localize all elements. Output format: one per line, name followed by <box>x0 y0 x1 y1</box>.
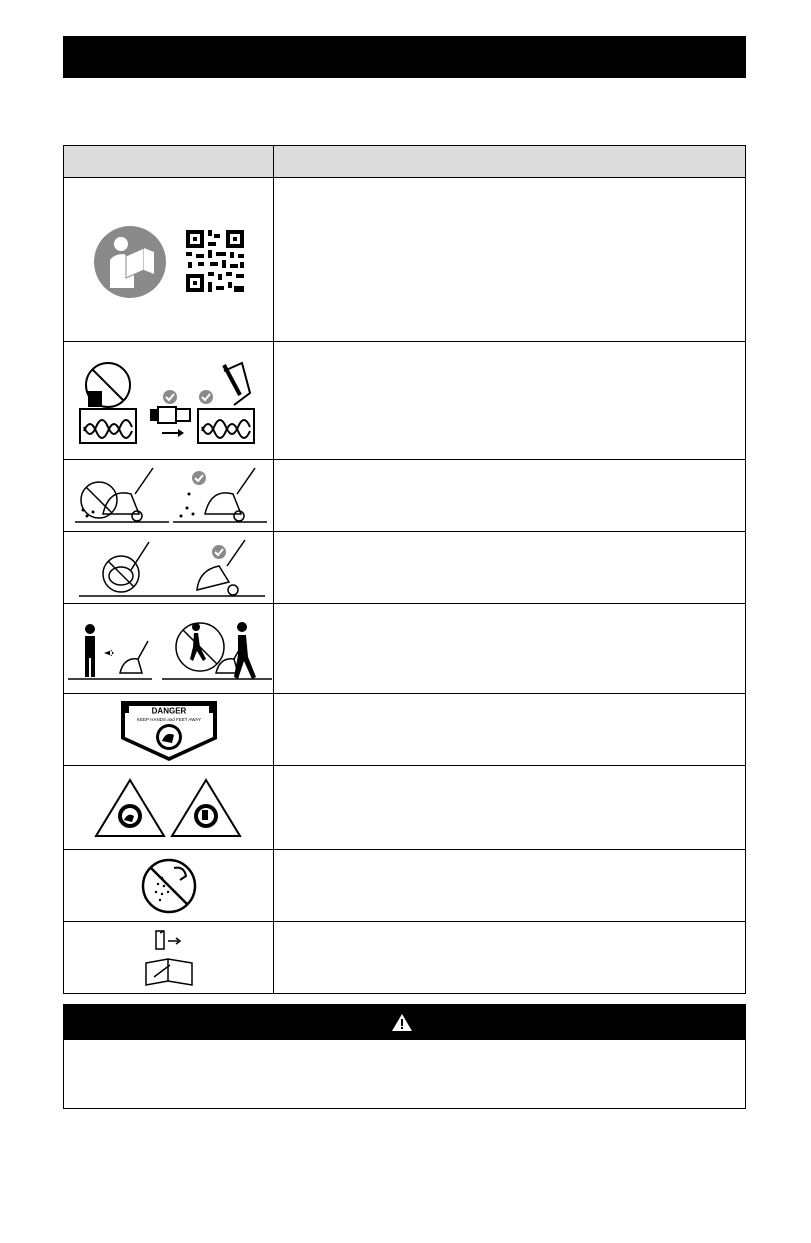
clearing-tool-icon <box>74 351 264 451</box>
discharge-debris-icon <box>69 464 269 528</box>
meaning-cell <box>274 178 746 342</box>
meaning-cell <box>274 460 746 532</box>
symbol-cell <box>64 178 274 342</box>
meaning-cell <box>274 766 746 850</box>
intro-text <box>63 104 746 122</box>
warning-header <box>64 1005 745 1040</box>
symbol-cell <box>64 850 274 922</box>
service-manual-icon <box>134 927 204 989</box>
safety-symbols-table <box>63 145 746 994</box>
meaning-cell <box>274 342 746 460</box>
tilt-machine-icon <box>69 536 269 600</box>
symbol-cell <box>64 460 274 532</box>
table-row <box>64 460 746 532</box>
bystander-distance-icon <box>66 609 272 689</box>
symbol-cell <box>64 342 274 460</box>
symbol-cell <box>64 604 274 694</box>
symbol-cell <box>64 532 274 604</box>
no-water-spray-icon <box>134 856 204 916</box>
section-header-bar <box>63 36 746 78</box>
danger-decal-icon <box>109 697 229 763</box>
symbol-cell <box>64 694 274 766</box>
warning-triangle-icon <box>391 1013 413 1032</box>
meaning-cell <box>274 850 746 922</box>
read-manual-qr-icon <box>74 200 264 320</box>
symbol-cell <box>64 766 274 850</box>
hand-foot-hazard-icon <box>94 776 244 840</box>
symbol-cell <box>64 922 274 994</box>
warning-box <box>63 1004 746 1109</box>
warning-body <box>64 1040 745 1060</box>
table-row <box>64 178 746 342</box>
table-header-row <box>64 146 746 178</box>
table-row <box>64 532 746 604</box>
danger-decal-subtext: KEEP HANDS and FEET AWAY <box>136 716 201 722</box>
table-row <box>64 922 746 994</box>
meaning-cell <box>274 532 746 604</box>
table-row <box>64 766 746 850</box>
column-header-meaning <box>274 146 746 178</box>
table-row <box>64 850 746 922</box>
table-row <box>64 604 746 694</box>
danger-decal-word: DANGER <box>151 706 186 715</box>
meaning-cell <box>274 922 746 994</box>
meaning-cell <box>274 694 746 766</box>
table-row <box>64 342 746 460</box>
column-header-symbol <box>64 146 274 178</box>
meaning-cell <box>274 604 746 694</box>
table-row <box>64 694 746 766</box>
